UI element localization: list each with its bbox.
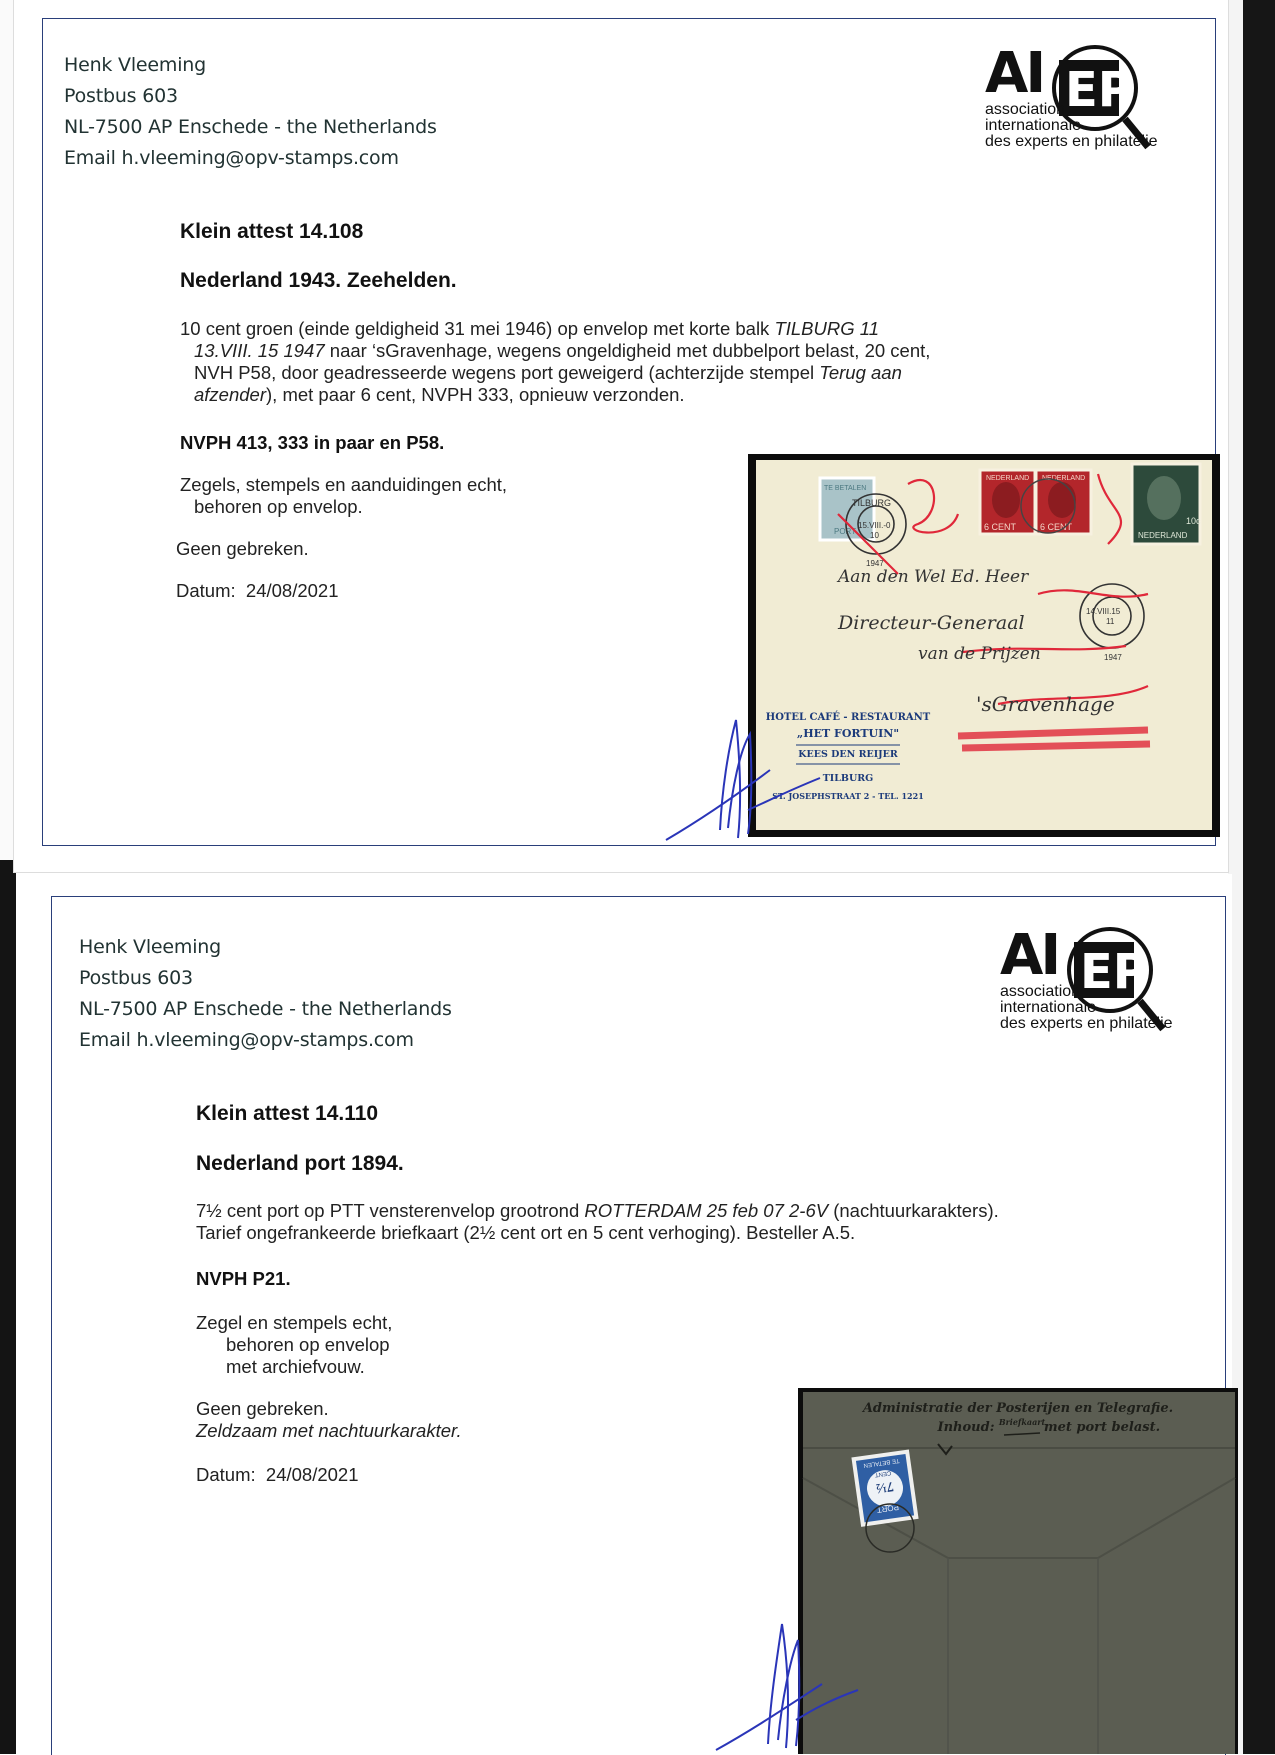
certificate-title: Klein attest 14.110: [196, 1102, 379, 1125]
envelope-photo-1: [748, 454, 1220, 837]
sender-name: Henk Vleeming: [79, 936, 222, 958]
svg-text:6 CENT: 6 CENT: [1040, 522, 1073, 532]
aiep-logo-ai: AI: [1000, 923, 1059, 988]
svg-text:10c: 10c: [1186, 516, 1201, 526]
svg-text:6 CENT: 6 CENT: [984, 522, 1017, 532]
sender-name: Henk Vleeming: [64, 54, 207, 76]
svg-text:„HET FORTUIN": „HET FORTUIN": [796, 727, 900, 740]
svg-text:Inhoud:: Inhoud:: [937, 1420, 995, 1435]
svg-text:ST. JOSEPHSTRAAT 2 - TEL. 12: ST. JOSEPHSTRAAT 2 - TEL. 1221: [772, 791, 924, 801]
svg-text:NEDERLAND: NEDERLAND: [1138, 531, 1188, 540]
aiep-logo-2: [1000, 923, 1200, 1066]
certificate-catalog: NVPH P21.: [196, 1268, 291, 1289]
svg-text:NEDERLAND: NEDERLAND: [986, 475, 1030, 482]
svg-text:11: 11: [1106, 617, 1115, 626]
certificate-description: 7½ cent port op PTT vensterenvelop grootrond ROTTERDAM 25 feb 07 2-6V (nachtuurkarakters). Tarief ongefrankeerde briefkaart (2½ cent ort en 5 cent verhoging). Besteller A.5.: [196, 1200, 999, 1243]
svg-text:7½: 7½: [875, 1478, 895, 1496]
sender-email: Email h.vleeming@opv-stamps.com: [79, 1029, 414, 1051]
svg-text:Administratie der Posterijen e: Administratie der Posterijen en Telegrafie.: [862, 1401, 1174, 1416]
svg-text:Briefkaart: Briefkaart: [998, 1417, 1046, 1427]
svg-text:NEDERLAND: NEDERLAND: [1042, 475, 1086, 482]
certificate-title: Klein attest 14.108: [180, 220, 364, 243]
certificate-defects: Geen gebreken.: [176, 538, 309, 559]
svg-text:'sGravenhage: 'sGravenhage: [976, 692, 1115, 716]
svg-text:KEES DEN REIJER: KEES DEN REIJER: [798, 749, 898, 760]
postage-due-stamp-blue: [851, 1449, 918, 1526]
sender-email: Email h.vleeming@opv-stamps.com: [64, 147, 399, 169]
certificate-subject: Nederland 1943. Zeehelden.: [180, 269, 457, 292]
certificate-rarity: Zeldzaam met nachtuurkarakter.: [196, 1420, 462, 1441]
svg-text:EP: EP: [1065, 62, 1133, 118]
svg-text:10: 10: [870, 531, 879, 540]
scan-edge-left: [0, 860, 16, 1754]
certificate-description: 10 cent groen (einde geldigheid 31 mei 1946) op envelop met korte balk TILBURG 11 13.VIII. 15 1947 naar ‘sGravenhage, wegens ongeldigheid met dubbelport belast, 20 cent, NVH P58, door geadresseerde wegens port geweigerd (achterzijde stempel Terug aan afzender), met paar 6 cent, NVPH 333, opnieuw verzonden.: [180, 318, 931, 405]
svg-text:TE BETALEN: TE BETALEN: [863, 1456, 900, 1468]
sender-city: NL-7500 AP Enschede - the Netherlands: [64, 116, 437, 138]
sender-postbox: Postbus 603: [64, 85, 178, 107]
svg-text:PORT: PORT: [834, 527, 857, 536]
svg-text:15.VIII.-0: 15.VIII.-0: [858, 521, 891, 530]
aiep-logo-text: association internationale des experts en philatelie: [1000, 983, 1173, 1032]
svg-text:CENT: CENT: [874, 1469, 892, 1478]
svg-text:TILBURG: TILBURG: [822, 773, 874, 784]
envelope-photo-2: [798, 1388, 1238, 1754]
aiep-logo-text: association internationale des experts en philatelie: [985, 101, 1158, 150]
svg-text:PORT: PORT: [876, 1502, 900, 1515]
svg-text:Aan den Wel Ed. Heer: Aan den Wel Ed. Heer: [838, 567, 1029, 587]
svg-text:TE BETALEN: TE BETALEN: [824, 485, 867, 492]
svg-text:EP: EP: [1080, 944, 1148, 1000]
certificate-subject: Nederland port 1894.: [196, 1152, 404, 1175]
svg-text:1947: 1947: [866, 559, 884, 568]
svg-text:met port belast.: met port belast.: [1043, 1420, 1161, 1435]
certificate-date: Datum: 24/08/2021: [196, 1464, 359, 1485]
sender-postbox: Postbus 603: [79, 967, 193, 989]
svg-text:HOTEL CAFÉ - RESTAURANT: HOTEL CAFÉ - RESTAURANT: [765, 712, 931, 723]
certificate-catalog: NVPH 413, 333 in paar en P58.: [180, 432, 445, 453]
svg-text:Directeur-Generaal: Directeur-Generaal: [838, 612, 1025, 634]
certificate-date: Datum: 24/08/2021: [176, 580, 339, 601]
certificate-verdict: Zegels, stempels en aanduidingen echt, behoren op envelop.: [180, 474, 508, 517]
certificate-verdict: Zegel en stempels echt, behoren op envelop met archiefvouw.: [196, 1312, 393, 1377]
svg-text:van de Prijzen: van de Prijzen: [918, 644, 1041, 664]
sender-address-2: [79, 932, 452, 1056]
aiep-logo-1: [985, 41, 1185, 184]
svg-text:14.VIII.15: 14.VIII.15: [1086, 607, 1121, 616]
certificate-defects: Geen gebreken.: [196, 1398, 329, 1419]
svg-text:1947: 1947: [1104, 653, 1122, 662]
svg-text:TILBURG: TILBURG: [852, 498, 892, 508]
sender-address-1: [64, 50, 437, 174]
sender-city: NL-7500 AP Enschede - the Netherlands: [79, 998, 452, 1020]
scan-edge-right: [1243, 0, 1275, 1754]
aiep-logo-ai: AI: [985, 41, 1044, 106]
